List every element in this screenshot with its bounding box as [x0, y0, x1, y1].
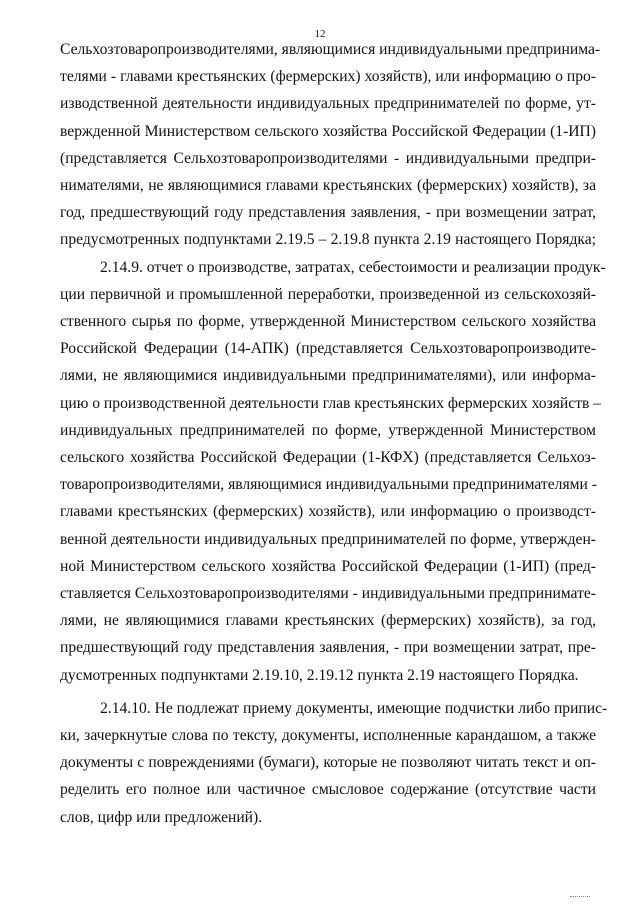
text-line: 2.14.9. отчет о производстве, затратах, себестоимости и реализации продук-: [100, 258, 606, 276]
text-line: дусмотренных подпунктами 2.19.10, 2.19.12 пункта 2.19 настоящего Порядка.: [60, 666, 579, 684]
text-line: ной Министерством сельского хозяйства Российской Федерации (1-ИП) (пред-: [60, 557, 596, 575]
text-line: ции первичной и промышленной переработки, произведенной из сельскохозяй-: [60, 285, 596, 303]
paragraph-continuation: [60, 36, 601, 254]
text-line: слов, цифр или предложений).: [60, 808, 263, 826]
page-number: 12: [314, 28, 326, 40]
scan-artifact-mark: [570, 892, 590, 897]
text-line: Российской Федерации (14-АПК) (представляется Сельхозтоваропроизводите-: [60, 340, 596, 358]
text-line: венной деятельности индивидуальных предпринимателей по форме, утвержден-: [60, 530, 596, 548]
text-line: индивидуальных предпринимателей по форме, утвержденной Министерством: [60, 421, 596, 439]
text-line: лями, не являющимися главами крестьянских (фермерских) хозяйств), за год,: [60, 612, 596, 630]
text-line: изводственной деятельности индивидуальных предпринимателей по форме, ут-: [60, 95, 596, 113]
text-line: предусмотренных подпунктами 2.19.5 – 2.19.8 пункта 2.19 настоящего Порядка;: [60, 231, 596, 249]
text-line: вержденной Министерством сельского хозяйства Российской Федерации (1-ИП): [60, 122, 596, 140]
text-line: предшествующий году представления заявления, - при возмещении затрат, пре-: [60, 639, 596, 657]
text-line: лями, не являющимися индивидуальными предпринимателями), или информа-: [60, 367, 596, 385]
text-line: 2.14.10. Не подлежат приему документы, имеющие подчистки либо припис-: [100, 699, 608, 717]
text-line: документы с повреждениями (бумаги), которые не позволяют читать текст и оп-: [60, 754, 596, 772]
document-body: [60, 36, 608, 831]
text-line: товаропроизводителями, являющимися индивидуальными предпринимателями -: [60, 476, 597, 494]
paragraph-2-14-10: [60, 695, 608, 831]
text-line: нимателями, не являющимися главами крестьянских (фермерских) хозяйств), за: [60, 177, 596, 195]
text-line: ставляется Сельхозтоваропроизводителями - индивидуальными предпринимате-: [60, 585, 597, 603]
text-line: Сельхозтоваропроизводителями, являющимися индивидуальными предпринима-: [60, 41, 601, 58]
text-line: ки, зачеркнутые слова по тексту, документы, исполненные карандашом, а также: [60, 727, 596, 745]
text-line: главами крестьянских (фермерских) хозяйств), или информацию о производст-: [60, 503, 596, 521]
text-line: год, предшествующий году представления заявления, - при возмещении затрат,: [60, 204, 596, 222]
text-line: сельского хозяйства Российской Федерации (1-КФХ) (представляется Сельхоз-: [60, 449, 596, 467]
text-line: ределить его полное или частичное смысловое содержание (отсутствие части: [60, 781, 596, 799]
text-line: цию о производственной деятельности глав крестьянских фермерских хозяйств –: [60, 394, 602, 412]
paragraph-2-14-9: [60, 254, 606, 689]
text-line: (представляется Сельхозтоваропроизводителями - индивидуальными предпри-: [60, 149, 596, 167]
text-line: ственного сырья по форме, утвержденной Министерством сельского хозяйства: [60, 313, 596, 331]
text-line: телями - главами крестьянских (фермерских) хозяйств), или информацию о про-: [60, 68, 596, 86]
